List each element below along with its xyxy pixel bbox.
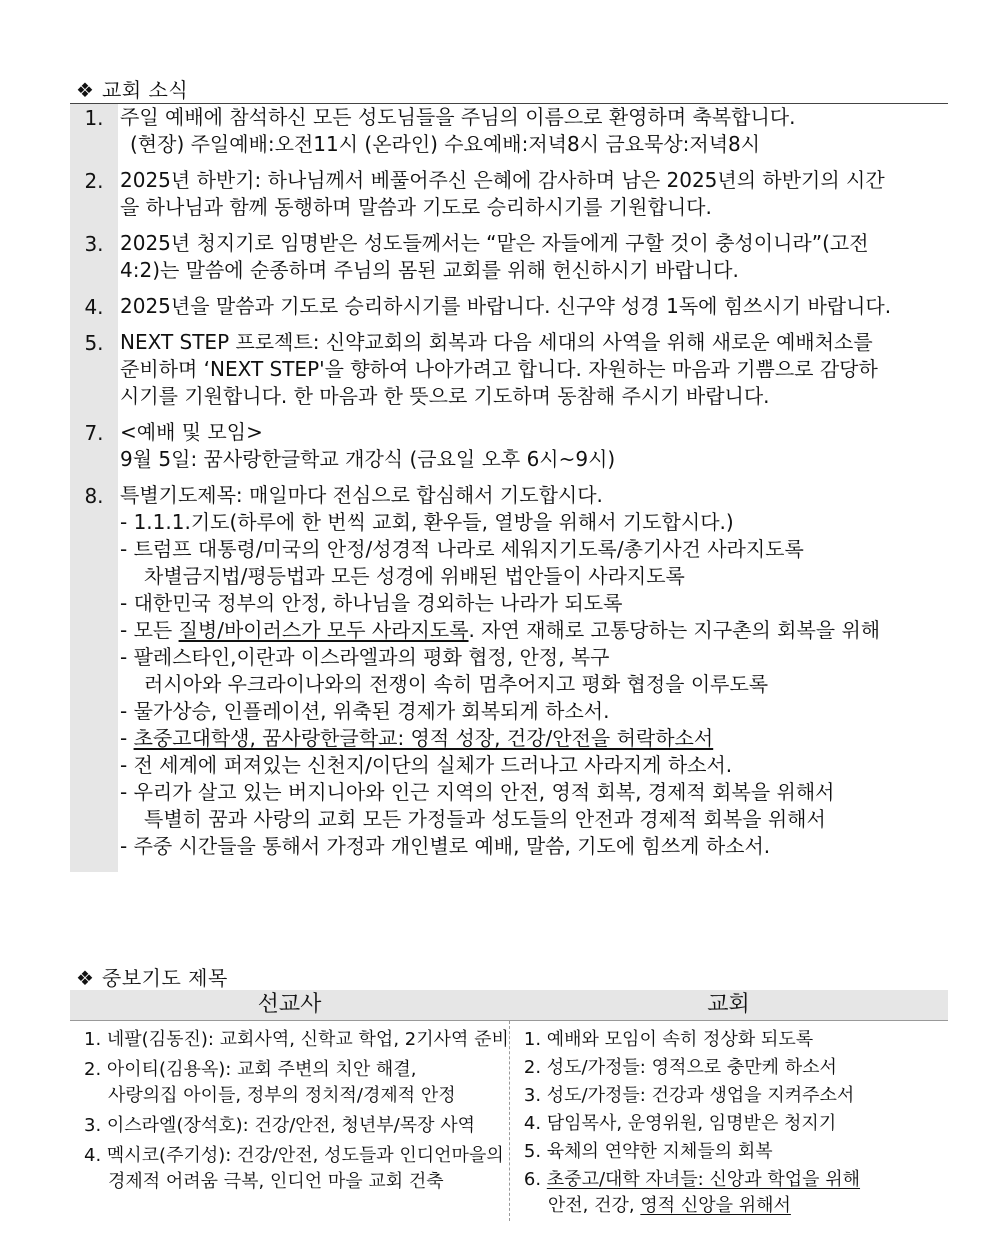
prayer-line-underlined: 초중고대학생, 꿈사랑한글학교: 영적 성장, 건강/안전을 허락하소서 [133,726,714,750]
prayer-line [120,617,948,644]
prayer-line: 러시아와 우크라이나와의 전쟁이 속히 멈추어지고 평화 협정을 이루도록 [144,672,769,696]
church-item: 4. 담임목사, 운영위원, 임명받은 청지기 [523,1113,837,1134]
prayer-line-part: - 모든 [120,618,179,642]
prayer-line-part: . 자연 재해로 고통당하는 지구촌의 회복을 위해 [468,618,881,642]
prayer-line: - 트럼프 대통령/미국의 안정/성경적 나라로 세워지기도록/총기사건 사라지도록 [120,537,804,561]
diamond-bullet-icon: ❖ [76,966,95,990]
missionary-item-cont: 사랑의집 아이들, 정부의 정치적/경제적 안정 [108,1085,456,1106]
prayer-line-part: - [120,726,134,750]
prayer-line: 차별금지법/평등법과 모든 성경에 위배된 법안들이 사라지도록 [144,564,685,588]
item-number: 1. [70,104,118,167]
news-item [70,419,948,482]
missionary-item: 1. 네팔(김동진): 교회사역, 신학교 학업, 2기사역 준비 [84,1029,509,1050]
prayer-line: - 전 세계에 퍼져있는 신천지/이단의 실체가 드러나고 사라지게 하소서. [120,753,733,777]
prayer-line: - 대한민국 정부의 안정, 하나님을 경외하는 나라가 되도록 [120,591,623,615]
missionary-column [70,1021,510,1221]
prayer-line: - 물가상승, 인플레이션, 위축된 경제가 회복되게 하소서. [120,699,610,723]
news-line: (현장) 주일예배:오전11시 (온라인) 수요예배:저녁8시 금요묵상:저녁8시 [130,132,761,156]
church-column-header: 교회 [707,992,750,1017]
prayer-line: - 1.1.1.기도(하루에 한 번씩 교회, 환우들, 열방을 위해서 기도합시다.) [120,510,734,534]
news-line: 2025년을 말씀과 기도로 승리하시기를 바랍니다. 신구약 성경 1독에 힘쓰시기 바랍니다. [120,294,892,318]
news-line: 준비하며 ‘NEXT STEP'을 향하여 나아가려고 합니다. 자원하는 마음과 기쁨으로 감당하 [120,357,878,381]
church-item: 5. 육체의 연약한 지체들의 회복 [523,1141,773,1162]
missionary-column-header: 선교사 [257,992,322,1017]
prayer-line [120,725,948,752]
church-news-list [70,104,948,872]
news-item-prayer [70,482,948,872]
prayer-line: - 주중 시간들을 통해서 가정과 개인별로 예배, 말씀, 기도에 힘쓰게 하소서. [120,834,771,858]
diamond-bullet-icon: ❖ [76,78,95,102]
item-number: 3. [70,230,118,293]
church-item [524,1167,948,1219]
news-line: 2025년 청지기로 임명받은 성도들께서는 “맡은 자들에게 구할 것이 충성이니라”(고전 [120,231,869,255]
news-item [70,104,948,167]
news-line: <예배 및 모임> [120,420,263,444]
church-item: 1. 예배와 모임이 속히 정상화 되도록 [523,1029,814,1050]
item-number: 5. [70,329,118,419]
missionary-item [84,1057,509,1109]
prayer-line: - 팔레스타인,이란과 이스라엘과의 평화 협정, 안정, 복구 [120,645,610,669]
news-line: 4:2)는 말씀에 순종하며 주님의 몸된 교회를 위해 헌신하시기 바랍니다. [120,258,739,282]
missionary-item-text: 4. 멕시코(주기성): 건강/안전, 성도들과 인디언마을의 [84,1145,504,1166]
prayer-line: 특별히 꿈과 사랑의 교회 모든 가정들과 성도들의 안전과 경제적 회복을 위해서 [144,807,826,831]
news-line: 9월 5일: 꿈사랑한글학교 개강식 (금요일 오후 6시~9시) [120,447,616,471]
news-line: 주일 예배에 참석하신 모든 성도님들을 주님의 이름으로 환영하며 축복합니다. [120,105,796,129]
prayer-line: - 우리가 살고 있는 버지니아와 인근 지역의 안전, 영적 회복, 경제적 회복을 위해서 [120,780,835,804]
news-item [70,329,948,419]
intercession-title [76,962,228,991]
church-news-title-text: 교회 소식 [102,78,189,102]
church-news-title [76,74,188,103]
missionary-item: 3. 이스라엘(장석호): 건강/안전, 청년부/목장 사역 [84,1115,476,1136]
news-line: 2025년 하반기: 하나님께서 베풀어주신 은혜에 감사하며 남은 2025년의 하반기의 시간 [120,168,885,192]
news-line: NEXT STEP 프로젝트: 신약교회의 회복과 다음 세대의 사역을 위해 새로운 예배처소를 [120,330,873,354]
item-number: 7. [70,419,118,482]
missionary-item [84,1143,509,1195]
intercession-header [70,990,948,1021]
church-item-text: 6. [523,1169,547,1190]
church-item-underlined: 영적 신앙을 위해서 [640,1195,791,1216]
news-item [70,167,948,230]
prayer-topics-title: 특별기도제목: 매일마다 전심으로 합심해서 기도합시다. [120,483,603,507]
church-item-cont: 안전, 건강, [547,1195,641,1216]
church-item: 2. 성도/가정들: 영적으로 충만케 하소서 [523,1057,837,1078]
news-item [70,293,948,329]
news-item [70,230,948,293]
intercession-title-text: 중보기도 제목 [102,966,228,990]
church-item-underlined: 초중고/대학 자녀들: 신앙과 학업을 위해 [546,1169,861,1190]
church-item: 3. 성도/가정들: 건강과 생업을 지켜주소서 [523,1085,855,1106]
missionary-item-text: 2. 아이티(김용옥): 교회 주변의 치안 해결, [84,1059,417,1080]
church-column [510,1021,948,1221]
prayer-line-underlined: 질병/바이러스가 모두 사라지도록 [178,618,469,642]
item-number: 8. [70,482,118,872]
missionary-item-cont: 경제적 어려움 극복, 인디언 마을 교회 건축 [108,1171,444,1192]
intercession-table [70,990,948,1221]
item-number: 4. [70,293,118,329]
news-line: 시기를 기원합니다. 한 마음과 한 뜻으로 기도하며 동참해 주시기 바랍니다. [120,384,770,408]
news-line: 을 하나님과 함께 동행하며 말씀과 기도로 승리하시기를 기원합니다. [120,195,712,219]
item-number: 2. [70,167,118,230]
